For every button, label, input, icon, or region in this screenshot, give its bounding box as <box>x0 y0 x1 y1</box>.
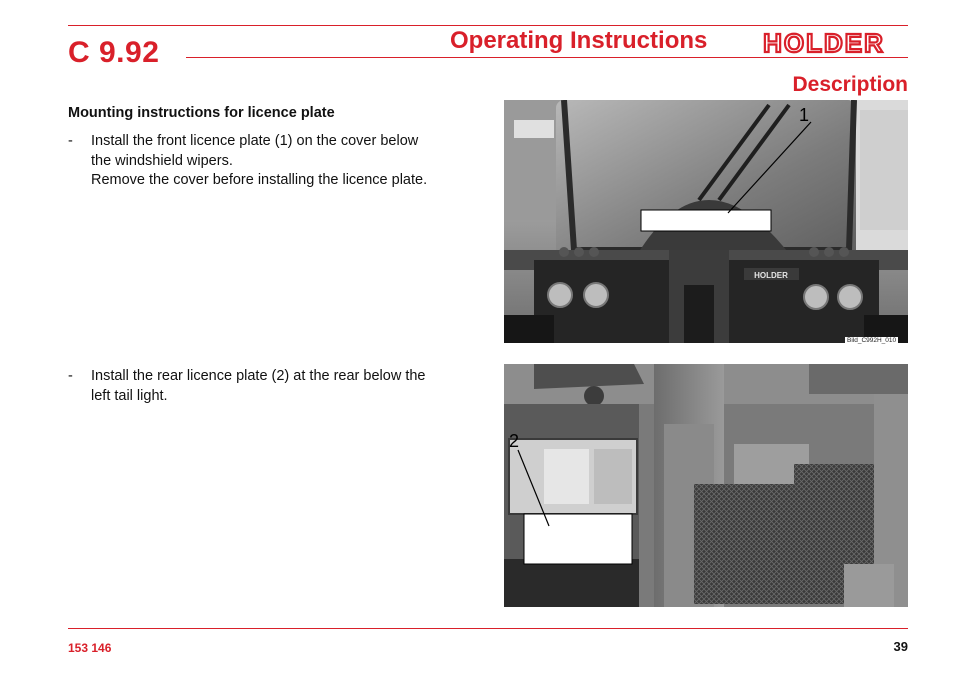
step-line: the windshield wipers. <box>91 152 233 169</box>
rear-licence-plate-area <box>524 514 632 564</box>
callout-number-1: 1 <box>799 105 810 125</box>
document-code: C 9.92 <box>68 36 160 69</box>
callout-number-2: 2 <box>509 431 520 451</box>
page-title: Operating Instructions <box>450 27 708 54</box>
header-mid-rule <box>186 57 908 58</box>
panel-brand-label: HOLDER <box>754 271 788 280</box>
step-line: left tail light. <box>91 387 168 404</box>
front-licence-plate-photo <box>504 100 908 343</box>
instruction-step-front <box>68 132 468 191</box>
step-line: Install the front licence plate (1) on the cover below <box>91 133 419 149</box>
logo-wordmark: HOLDER <box>763 31 885 55</box>
image-reference: Bild_C992H_010 <box>847 337 897 344</box>
step-bullet: - <box>68 133 73 149</box>
document-number: 153 146 <box>68 641 112 655</box>
instruction-step-rear <box>68 367 468 406</box>
section-title: Description <box>792 73 908 96</box>
front-licence-plate-area <box>641 210 771 231</box>
page-number: 39 <box>893 639 908 654</box>
footer-rule <box>68 628 908 629</box>
rear-licence-plate-photo <box>504 364 908 607</box>
step-line: Remove the cover before installing the licence plate. <box>91 172 428 188</box>
holder-logo <box>748 31 901 55</box>
header-top-rule <box>68 25 908 26</box>
content-heading: Mounting instructions for licence plate <box>68 105 335 121</box>
step-bullet: - <box>68 368 73 384</box>
step-line: Install the rear licence plate (2) at the rear below the <box>91 368 426 384</box>
